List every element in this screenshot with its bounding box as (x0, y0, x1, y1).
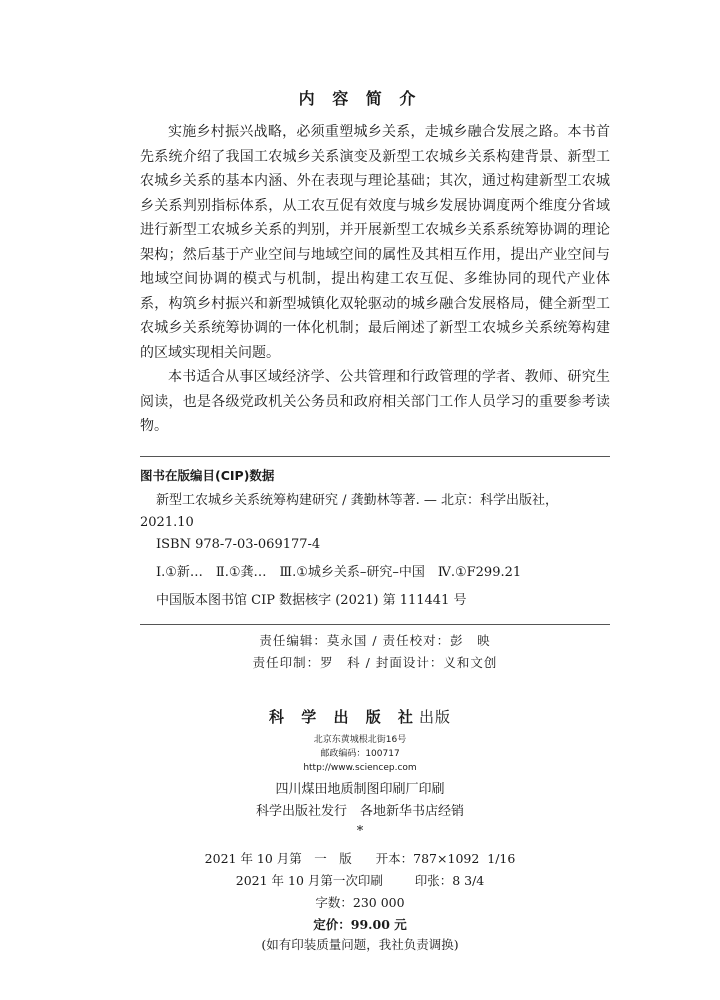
word-count: 字数：230 000 (315, 895, 405, 910)
distribution-line: 科学出版社发行 各地新华书店经销 (255, 804, 464, 819)
edition-info (0, 848, 720, 954)
book-format: 开本：787×1092 1/16 (375, 851, 516, 866)
price: 定价：99.00 元 (313, 917, 407, 932)
intro-title: 内 容 简 介 (298, 89, 422, 108)
cip-record: 中国版本图书馆 CIP 数据核字 (2021) 第 111441 号 (156, 593, 467, 608)
print-sheets: 印张：8 3/4 (414, 873, 485, 888)
cip-date-line: 2021.10 (140, 515, 194, 530)
print-date: 2021 年 10 月第一次印刷 (235, 873, 383, 888)
divider-bottom (140, 624, 610, 625)
staff-credits (140, 630, 610, 674)
cip-heading: 图书在版编目(CIP)数据 (140, 468, 275, 483)
divider-top (140, 456, 610, 457)
publisher-address: 北京东黄城根北街16号 (313, 735, 407, 745)
cip-title-line: 新型工农城乡关系统筹构建研究 / 龚勤林等著. — 北京：科学出版社， (156, 493, 559, 508)
quality-note: (如有印装质量问题，我社负责调换) (261, 937, 459, 952)
intro-body (140, 120, 610, 439)
publisher-suffix: 出版 (418, 708, 451, 726)
staff-line-editors: 责任编辑：莫永国 / 责任校对：彭 映 (259, 633, 491, 648)
publisher-url: http://www.sciencep.com (303, 763, 417, 773)
intro-paragraph-1: 实施乡村振兴战略，必须重塑城乡关系，走城乡融合发展之路。本书首先系统介绍了我国工农城乡关系演变及新型工农城乡关系构建背景、新型工农城乡关系的基本内涵、外在表现与理论基础；其次，通过构建新型工农城乡关系判别指标体系，从工农互促有效度与城乡发展协调度两个维度分省域进行新型工农城乡关系的判别，并开展新型工农城乡关系系统筹协调的理论架构；然后基于产业空间与地域空间的属性及其相互作用，提出产业空间与地域空间协调的模式与机制，提出构建工农互促、多维协同的现代产业体系，构筑乡村振兴和新型城镇化双轮驱动的城乡融合发展格局，健全新型工农城乡关系统筹协调的一体化机制；最后阐述了新型工农城乡关系统筹构建的区域实现相关问题。 (140, 124, 610, 361)
intro-paragraph-2: 本书适合从事区域经济学、公共管理和行政管理的学者、教师、研究生阅读，也是各级党政机关公务员和政府相关部门工作人员学习的重要参考读物。 (140, 369, 610, 434)
publisher-block (0, 706, 720, 841)
cip-classification: Ⅰ.①新… Ⅱ.①龚… Ⅲ.①城乡关系–研究–中国 Ⅳ.①F299.21 (156, 565, 522, 580)
separator-star: * (356, 824, 364, 839)
cip-isbn: ISBN 978-7-03-069177-4 (156, 537, 321, 552)
publisher-name-text: 科 学 出 版 社 (269, 708, 419, 726)
publisher-name (0, 706, 720, 727)
publisher-postcode: 邮政编码：100717 (320, 749, 400, 759)
cip-block (140, 466, 610, 612)
edition-date: 2021 年 10 月第 一 版 (204, 851, 352, 866)
printer-line: 四川煤田地质制图印刷厂印刷 (275, 782, 445, 797)
staff-line-production: 责任印制：罗 科 / 封面设计：义和文创 (252, 655, 498, 670)
